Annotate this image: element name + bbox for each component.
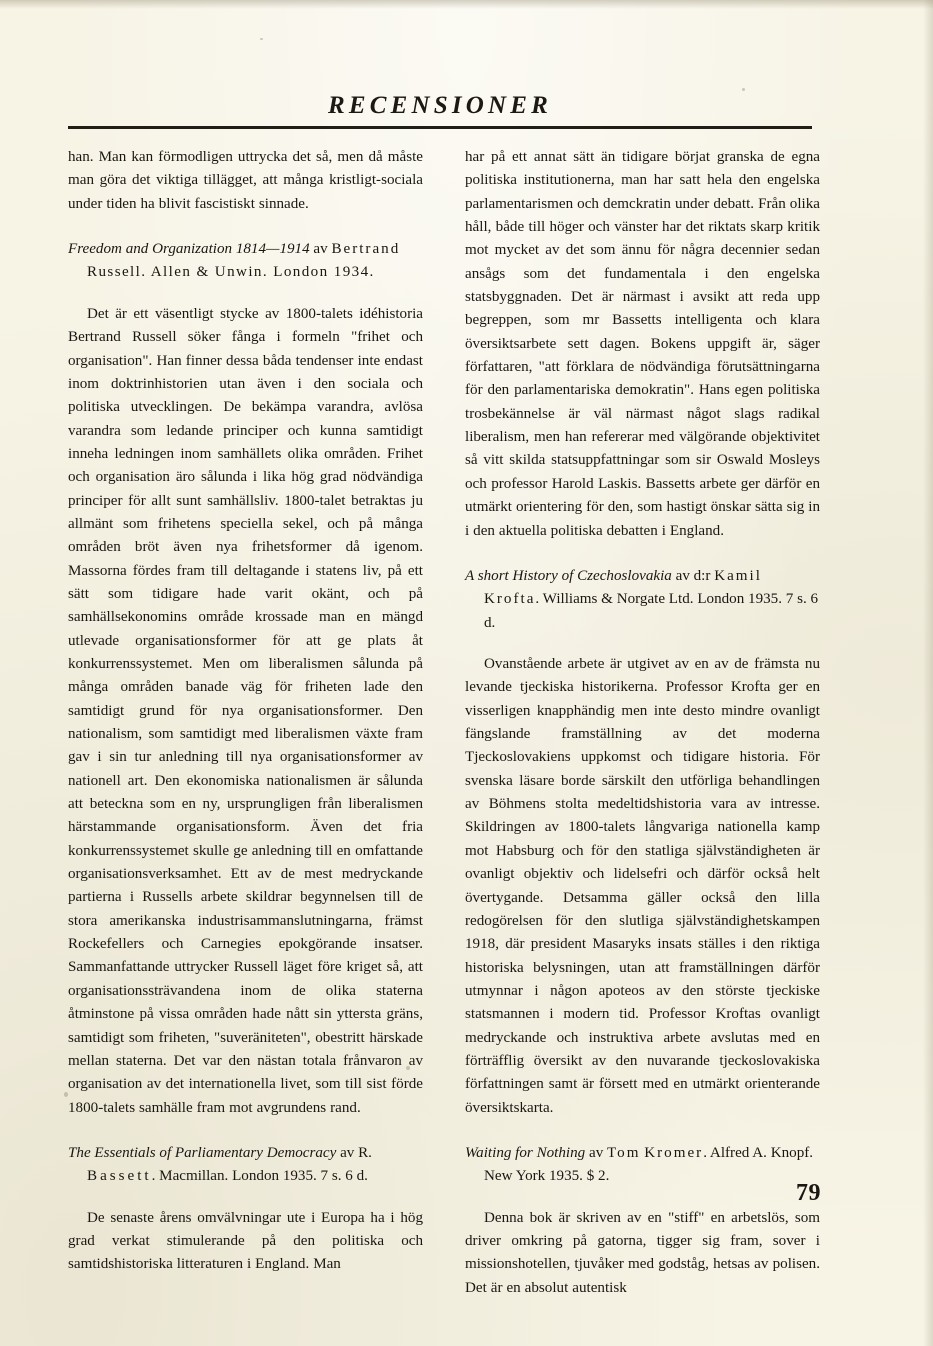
book-title: Waiting for Nothing: [465, 1144, 586, 1161]
book-author-first: Kamil: [714, 567, 762, 584]
review-body-krofta: Ovanstående arbete är utgivet av en av de främsta nu levande tjeckiska historikerna. Professor Krofta ger en visserligen knapphändig men inte desto mindre ovanligt fängslande framställning av det moderna Tjeckoslovakiens uppkomst och tidigare historia. För svenska läsare borde särskilt den utförliga behandlingen av Böhmens stolta medeltidshistoria vara av intresse. Skildringen av 1800-talets långvariga nationella kamp mot Habsburg och för den statliga självständigheten är ovanligt objektiv och lidelsefri och därför också helt övertygande. Detsamma gäller också den lilla redogörelsen för den slutliga självständighetskampen 1918, där president Masaryks insats ställes i den riktiga historiska belysningen, utan att framställningen därför utmynnar i någon apoteos av den störste tjeckiske statsmannen i modern tid. Professor Kroftas ovanligt medryckande och instruktiva arbete avslutas med en förträfflig översikt av den nuvarande tjeckoslovakiska författningen samt är försett med en utmärkt orienterande översiktskarta.: [465, 656, 820, 1116]
book-title: Freedom and Organization 1814—1914: [68, 241, 310, 258]
two-column-body: [68, 146, 820, 1300]
paper-speck: [260, 38, 263, 40]
paper-speck: [742, 88, 745, 91]
book-author: Bassett: [87, 1168, 152, 1185]
book-title: The Essentials of Parliamentary Democracy: [68, 1144, 337, 1161]
book-entry-kromer: [465, 1142, 820, 1189]
book-by: av: [309, 241, 332, 258]
book-author-last: Krofta: [484, 591, 536, 608]
book-entry-bassett: [68, 1142, 423, 1189]
book-imprint: . Alfred A. Knopf. New York 1935. $ 2.: [484, 1144, 814, 1185]
running-head: RECENSIONER: [327, 92, 553, 119]
book-author-last: Kromer: [644, 1144, 704, 1161]
header-rule: [68, 126, 812, 129]
review-body-kromer-start: Denna bok är skriven av en "stiff" en arbetslös, som driver omkring på gatorna, tigger sig fram, sover i missionshotellen, tjuvåker med godståg, hetsas av polisen. Det är en absolut autentisk: [465, 1209, 820, 1296]
book-imprint: . Macmillan. London 1935. 7 s. 6 d.: [151, 1168, 368, 1185]
book-entry-russell: [68, 238, 423, 285]
book-by: av: [585, 1144, 608, 1161]
book-by: av R.: [336, 1144, 372, 1161]
book-by: av d:r: [671, 567, 715, 584]
book-entry-krofta: [465, 565, 820, 635]
book-title: A short History of Czechoslovakia: [465, 567, 672, 584]
scan-edge-right: [923, 0, 933, 1346]
book-imprint: Russell. Allen & Unwin. London 1934.: [87, 264, 375, 281]
book-author: Bertrand: [331, 241, 401, 258]
paragraph-continued: han. Man kan förmodligen uttrycka det så, men då måste man göra det viktiga tillägget, att många kristligt-sociala under tiden ha blivit fascistiskt sinnade.: [68, 149, 423, 212]
page-number: 79: [796, 1180, 821, 1206]
review-body-russell: Det är ett väsentligt stycke av 1800-talets idéhistoria Bertrand Russell söker fånga i formeln "frihet och organisation". Han finner dessa båda tendenser inte endast inom doktrinhistorien utan även i den sociala och politiska utvecklingen. De bekämpa varandra, avlösa varandra som ledande principer och kunna samtidigt inneha ledningen inom samhällets olika områden. Frihet och organisation äro sålunda i lika hög grad nödvändiga principer för allt sunt samhällsliv. 1800-talet betraktas ju allmänt som frihetens speciella sekel, och på många områden bröt även nya frihetsformer då igenom. Massorna fördes fram till deltagande i statens liv, på ett sätt som tidigare hade varit okänt, och på samhällsekonomins område krossade man en mängd utlevade organisationsformer för att ge plats åt konkurrenssystemet. Men om liberalismen sålunda på många områden banade väg för friheten lade den samtidigt grund för nya organisationsformer. Den nationalism, som samtidigt med liberalismen växte fram gav i sin tur anledning till nya organisationsformer av nationell art. Den ekonomiska nationalismen är sålunda att beteckna som en ny, ursprungligen från liberalismen härstammande organisationsform. Även det fria konkurrenssystemet skulle ge anledning till en omfattande organisationsverksamhet. Ett av de mest medryckande partierna i Russells arbete skildrar begynnelsen till de stora amerikanska industrisammanslutningarna, främst Rockefellers och Carnegies epokgörande insatser. Sammanfattande uttrycker Russell läget före kriget så, att organisationssträvandena inom de olika staterna åtminstone på vissa områden hade nått sin yttersta gräns, samtidigt som friheten, "suveräniteten", obestritt härskade mellan staterna. Det var den nästan totala frånvaron av organisation av det internationella livet, som till sist förde 1800-talets samhälle fram mot avgrundens rand.: [68, 305, 423, 1116]
review-body-bassett-continued: har på ett annat sätt än tidigare börjat granska de egna politiska institutionerna, man har satt hela den engelska parlamentarismen och demckratin under debatt. Från olika håll, både till höger och vänster har det riktats skarp kritik mot mycket av det som ännu för några decennier sedan ansågs som det fundamentala i den engelska statsbyggnaden. Det är närmast i avsikt att reda upp begreppen, som mr Bassetts intelligenta och klara översiktsarbete sett dagen. Bokens uppgift är, säger författaren, "att förklara de nödvändiga förutsättningarna för den parlamentariska demokratin". Hans egen politiska trosbekännelse är väl närmast något slags radikal liberalism, men han refererar med välgörande objektivitet så vitt skilda statsuppfattningar som sir Oswald Mosleys och professor Harold Laskis. Bassetts arbete ger därför en utmärkt orientering för den, som hastigt önskar sätta sig in i den aktuella politiska debatten i England.: [465, 149, 820, 539]
scan-edge-top: [0, 0, 933, 9]
right-column: [465, 146, 820, 1300]
left-column: [68, 146, 423, 1300]
book-author-first: Tom: [607, 1144, 641, 1161]
book-imprint: . Williams & Norgate Ltd. London 1935. 7 s. 6 d.: [484, 591, 819, 631]
review-body-bassett-start: De senaste årens omvälvningar ute i Europa ha i hög grad verkat stimulerande på den politiska och samtidshistoriska litteraturen i England. Man: [68, 1209, 423, 1273]
